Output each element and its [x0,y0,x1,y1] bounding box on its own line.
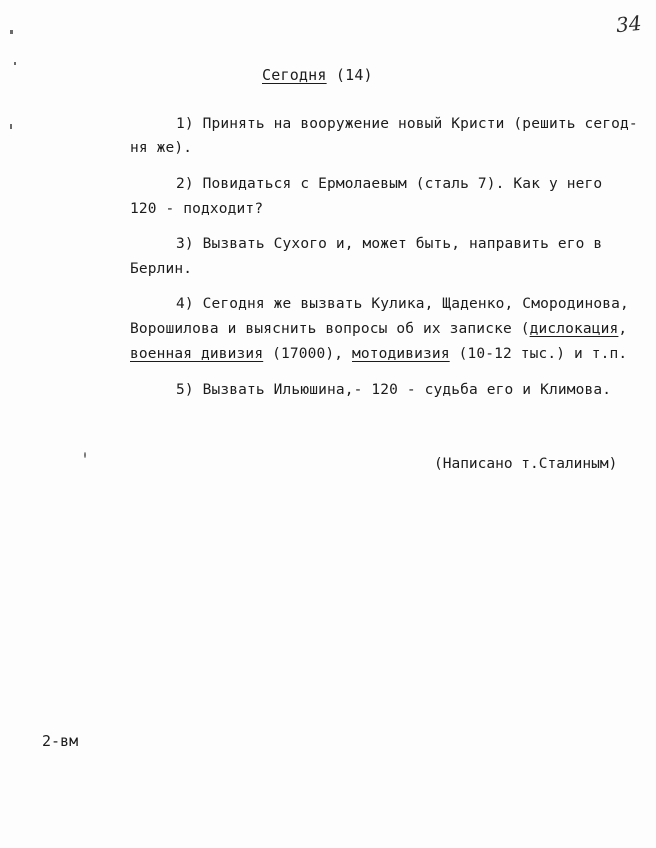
item-4-line-2-text: Ворошилова и выяснить вопросы об их записке ( [130,321,530,337]
title-word: Сегодня [262,66,327,84]
underlined-term-motor-division: мотодивизия [352,346,450,362]
underlined-term-military-division: военная дивизия [130,346,264,362]
document-code: 2-вм [42,732,79,750]
item-4-line-2 [130,321,627,337]
page-title [262,66,373,84]
left-margin-mark [10,124,12,129]
item-4-line-3-tail: (10-12 тыс.) и т.п. [449,346,628,362]
item-3-line-2: Берлин. [130,261,193,277]
paper-speck [84,452,86,458]
item-4-line-3 [130,346,627,362]
item-2-line-1: 2) Повидаться с Ермолаевым (сталь 7). Как у него [176,176,603,192]
item-2-line-2: 120 - подходит? [130,201,264,217]
item-5-line-1: 5) Вызвать Ильюшина,- 120 - судьба его и Климова. [176,382,612,398]
title-count: (14) [335,66,373,84]
underlined-term-dislokatsiya: дислокация [529,321,619,337]
left-margin-mark [14,62,16,65]
authorship-note: (Написано т.Сталиным) [434,456,618,472]
left-margin-mark [10,30,13,34]
item-3-line-1: 3) Вызвать Сухого и, может быть, направить его в [176,236,603,252]
item-4-line-2-tail: , [618,321,628,337]
item-4-line-3-count: (17000), [263,346,353,362]
item-1-line-1: 1) Принять на вооружение новый Кристи (решить сегод- [176,116,638,132]
item-1-line-2: ня же). [130,140,193,156]
page-number: 34 [614,10,643,38]
item-4-line-1: 4) Сегодня же вызвать Кулика, Щаденко, Смородинова, [176,296,629,312]
